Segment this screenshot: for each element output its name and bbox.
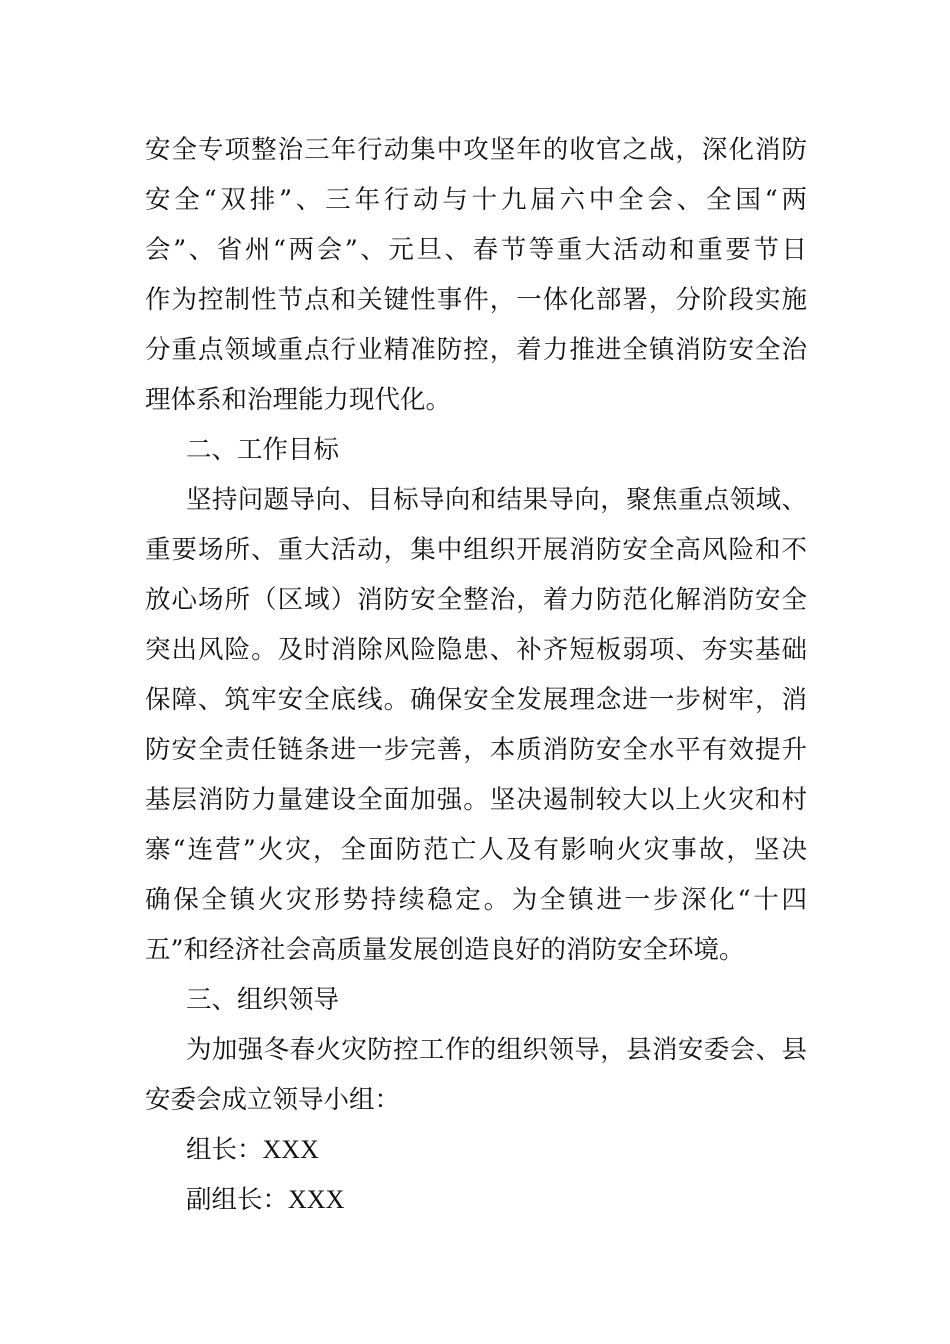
paragraph-line: 安委会成立领导小组：	[145, 1085, 401, 1115]
paragraph-line: 突出风险。及时消除风险隐患、补齐短板弱项、夯实基础	[145, 635, 807, 665]
paragraph-line: 会”、省州“两会”、元旦、春节等重大活动和重要节日	[145, 235, 807, 265]
paragraph-line: 分重点领域重点行业精准防控，着力推进全镇消防安全治	[145, 335, 807, 365]
deputy-leader-value: XXX	[288, 1185, 345, 1214]
deputy-leader-label: 副组长：	[186, 1185, 289, 1215]
paragraph-line: 防安全责任链条进一步完善，本质消防安全水平有效提升	[145, 735, 807, 765]
paragraph-line: 安全专项整治三年行动集中攻坚年的收官之战，深化消防	[145, 135, 807, 165]
paragraph-line: 五”和经济社会高质量发展创造良好的消防安全环境。	[145, 935, 745, 965]
paragraph-line: 安全“双排”、三年行动与十九届六中全会、全国“两	[145, 185, 807, 215]
paragraph-line: 重要场所、重大活动，集中组织开展消防安全高风险和不	[145, 535, 807, 565]
deputy-leader-line	[145, 1175, 807, 1225]
section-heading-organization: 三、组织领导	[186, 985, 340, 1015]
paragraph-line: 坚持问题导向、目标导向和结果导向，聚焦重点领域、	[186, 485, 807, 515]
leader-label: 组长：	[186, 1135, 263, 1165]
section-heading-goals: 二、工作目标	[186, 435, 340, 465]
paragraph-line: 基层消防力量建设全面加强。坚决遏制较大以上火灾和村	[145, 785, 807, 815]
paragraph-line: 寨“连营”火灾，全面防范亡人及有影响火灾事故，坚决	[145, 835, 807, 865]
paragraph-line: 为加强冬春火灾防控工作的组织领导，县消安委会、县	[186, 1035, 807, 1065]
document-body	[145, 125, 807, 1225]
leader-value: XXX	[262, 1135, 319, 1164]
paragraph-line: 作为控制性节点和关键性事件，一体化部署，分阶段实施	[145, 285, 807, 315]
paragraph-line: 保障、筑牢安全底线。确保安全发展理念进一步树牢，消	[145, 685, 807, 715]
paragraph-line: 确保全镇火灾形势持续稳定。为全镇进一步深化“十四	[145, 885, 807, 915]
paragraph-line: 理体系和治理能力现代化。	[145, 385, 452, 415]
paragraph-line: 放心场所（区域）消防安全整治，着力防范化解消防安全	[145, 585, 807, 615]
leader-line	[145, 1125, 807, 1175]
